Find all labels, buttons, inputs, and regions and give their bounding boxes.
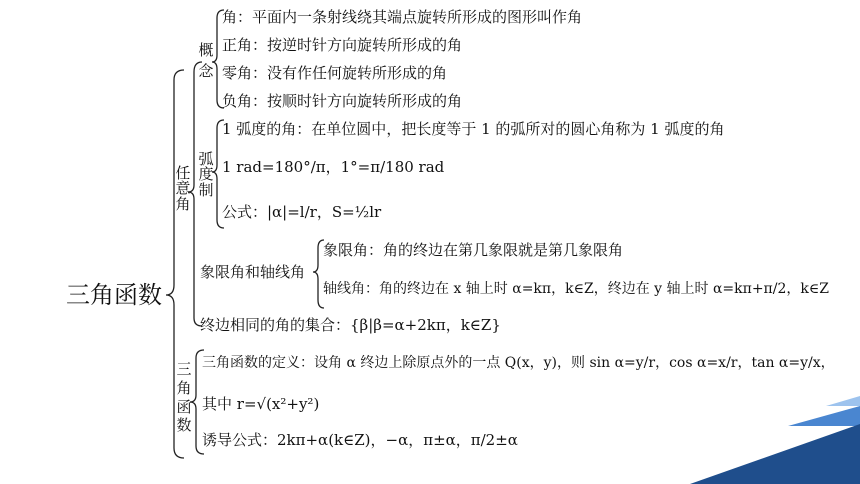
sanjiao-label: 三角函数 (176, 360, 192, 435)
xiangxian-item-axis: 轴线角：角的终边在 x 轴上时 α=kπ，k∈Z，终边在 y 轴上时 α=kπ+π/2，k∈Z (323, 281, 829, 297)
gainian-item-zero: 零角：没有作任何旋转所形成的角 (222, 64, 448, 82)
corner-decoration-mid (788, 406, 860, 426)
hudu-item-conversion: 1 rad=180°/π，1°=π/180 rad (222, 158, 445, 176)
sanjiao-item-induction: 诱导公式：2kπ+α(k∈Z)，−α，π±α，π/2±α (202, 431, 518, 449)
xiangxian-label: 象限角和轴线角 (200, 263, 306, 281)
zhongbian-item: 终边相同的角的集合：{β|β=α+2kπ，k∈Z} (200, 316, 501, 334)
gainian-item-negative: 负角：按顺时针方向旋转所形成的角 (222, 92, 463, 110)
sanjiao-item-definition: 三角函数的定义：设角 α 终边上除原点外的一点 Q(x，y)，则 sin α=y/r，cos α=x/r，tan α=y/x， (202, 355, 835, 371)
hudu-label: 弧度制 (198, 150, 214, 199)
corner-decoration-light (826, 396, 860, 406)
corner-decoration-dark (690, 424, 860, 484)
hudu-item-formula: 公式：|α|=l/r，S=½lr (222, 203, 382, 221)
gainian-label: 概念 (198, 41, 214, 80)
root-title: 三角函数 (66, 281, 162, 309)
hudu-item-definition: 1 弧度的角：在单位圆中，把长度等于 1 的弧所对的圆心角称为 1 弧度的角 (222, 120, 725, 138)
gainian-item-angle: 角：平面内一条射线绕其端点旋转所形成的图形叫作角 (222, 8, 583, 26)
gainian-item-positive: 正角：按逆时针方向旋转所形成的角 (222, 36, 463, 54)
renyi-label: 任意角 (175, 164, 191, 213)
sanjiao-item-r: 其中 r=√(x²+y²) (202, 395, 320, 413)
xiangxian-item-quadrant: 象限角：角的终边在第几象限就是第几象限角 (323, 241, 624, 259)
